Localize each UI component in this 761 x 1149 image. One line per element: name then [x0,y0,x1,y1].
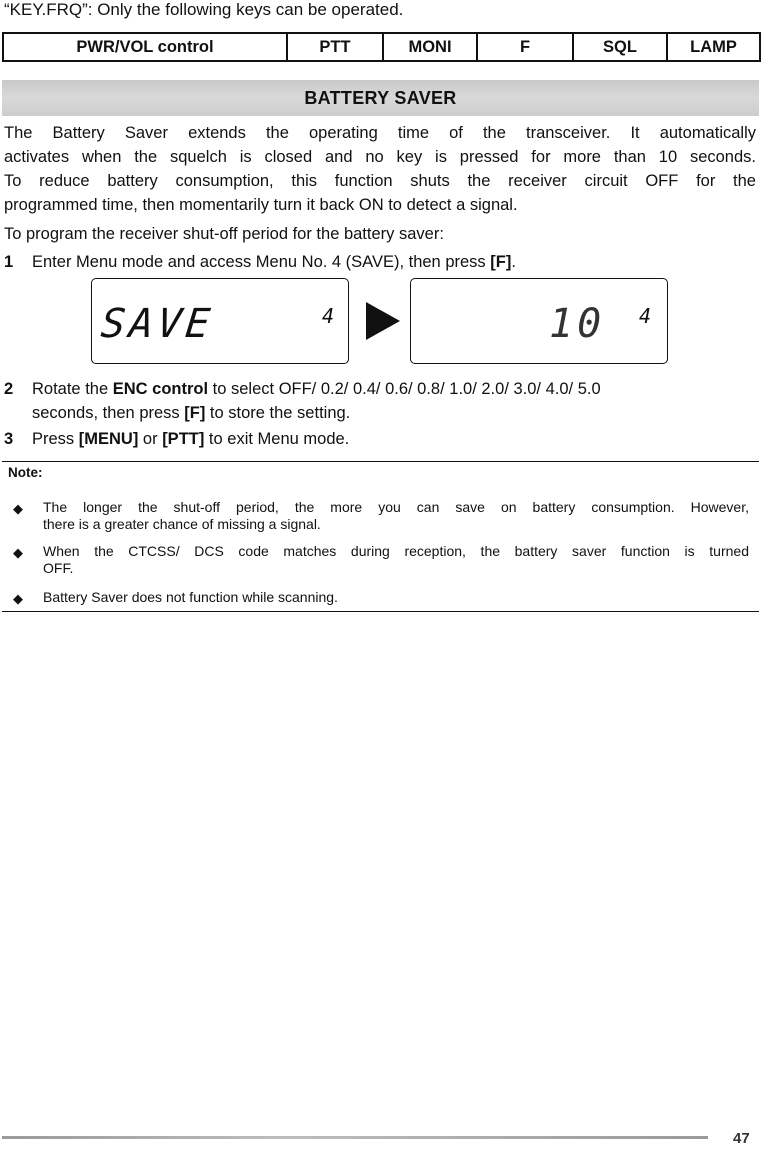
key-cell-pwr-vol: PWR/VOL control [3,33,287,61]
keys-row [3,33,760,61]
step-number-3: 3 [4,430,14,448]
lcd-main-text: 10 [549,301,606,347]
step-number-2: 2 [4,380,14,398]
lcd-segment-graphic [411,279,667,363]
step-text: to select OFF/ 0.2/ 0.4/ 0.6/ 0.8/ 1.0/ 2.0/ 3.0/ 4.0/ 5.0 [208,380,601,398]
note-item-2 [43,543,749,577]
step-text: or [138,430,163,448]
program-instruction: To program the receiver shut-off period for the battery saver: [4,225,444,243]
paragraph-line: activates when the squelch is closed and no key is pressed for more than 10 seconds. [4,148,756,166]
key-cell-ptt: PTT [287,33,383,61]
note-top-rule [2,461,759,462]
note-line: Battery Saver does not function while scanning. [43,589,338,605]
right-triangle-icon [364,300,402,342]
lcd-display-save [91,278,349,364]
key-reference: [F] [490,253,512,271]
operable-keys-table [2,32,761,62]
key-cell-moni: MONI [383,33,477,61]
note-bottom-rule [2,611,759,612]
step-text: Enter Menu mode and access Menu No. 4 (SAVE), then press [32,253,491,271]
diamond-bullet-icon: ◆ [13,501,23,516]
key-cell-sql: SQL [573,33,667,61]
footer-rule [2,1136,708,1139]
page-number: 47 [733,1130,750,1147]
paragraph-line: The Battery Saver extends the operating time of the transceiver. It automatically [4,124,756,142]
control-reference: ENC control [112,380,209,398]
lcd-main-text: SAVE [98,301,217,347]
battery-saver-description [4,121,756,217]
note-line: The longer the shut-off period, the more you can save on battery consumption. However, [43,499,749,515]
lcd-menu-number: 4 [639,304,652,328]
section-title: BATTERY SAVER [304,88,457,108]
lcd-menu-number: 4 [322,304,335,328]
step-text: to exit Menu mode. [204,430,350,448]
step-2-line-1 [32,377,601,401]
diamond-bullet-icon: ◆ [13,591,23,606]
key-cell-f: F [477,33,573,61]
key-reference: [PTT] [162,430,205,448]
step-text: Rotate the [32,380,113,398]
lcd-display-value [410,278,668,364]
diamond-bullet-icon: ◆ [13,545,23,560]
step-1-text [32,250,516,274]
note-line: OFF. [43,560,74,576]
note-label: Note: [8,465,43,480]
note-line: When the CTCSS/ DCS code matches during reception, the battery saver function is turned [43,543,749,559]
step-text: Press [32,430,79,448]
step-text: seconds, then press [32,404,185,422]
paragraph-line: programmed time, then momentarily turn it back ON to detect a signal. [4,196,518,214]
note-item-3 [43,589,749,606]
step-3-text [32,427,349,451]
key-reference: [MENU] [78,430,139,448]
step-2-line-2 [32,401,350,425]
lcd-segment-graphic [92,279,348,363]
key-reference: [F] [184,404,206,422]
note-line: there is a greater chance of missing a signal. [43,516,321,532]
step-text: . [511,253,516,271]
step-number-1: 1 [4,253,14,271]
step-text: to store the setting. [205,404,351,422]
key-cell-lamp: LAMP [667,33,760,61]
intro-text: “KEY.FRQ”: Only the following keys can be operated. [4,0,404,19]
note-item-1 [43,499,749,533]
paragraph-line: To reduce battery consumption, this function shuts the receiver circuit OFF for the [4,172,756,190]
